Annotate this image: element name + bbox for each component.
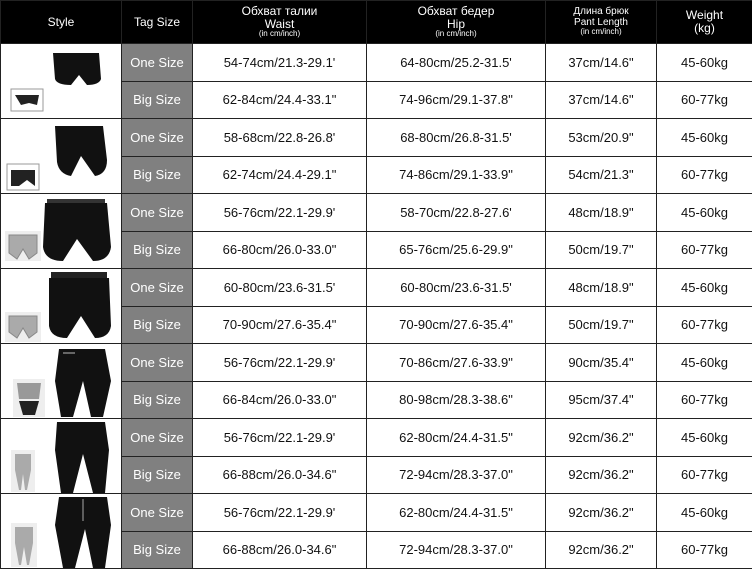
waist-cell: 62-84cm/24.4-33.1" [193,81,367,119]
header-waist-ru: Обхват талии [193,5,366,18]
weight-cell: 45-60kg [657,119,752,157]
weight-cell: 60-77kg [657,456,752,494]
pant-length-cell: 92cm/36.2" [546,456,657,494]
header-pant-length [546,1,657,44]
pant-length-cell: 92cm/36.2" [546,419,657,457]
table-row [1,344,752,382]
hip-cell: 60-80cm/23.6-31.5' [367,269,546,307]
weight-cell: 60-77kg [657,381,752,419]
table-row [1,269,752,307]
table-row [1,119,752,157]
table-row [1,494,752,532]
header-hip-ru: Обхват бедер [367,5,545,18]
hip-cell: 72-94cm/28.3-37.0" [367,531,546,569]
hip-cell: 62-80cm/24.4-31.5" [367,494,546,532]
hip-cell: 70-86cm/27.6-33.9" [367,344,546,382]
table-row [1,44,752,82]
mid-shorts-icon [1,120,121,193]
waist-cell: 66-80cm/26.0-33.0" [193,231,367,269]
header-hip-unit: (in cm/inch) [367,30,545,38]
tag-size-cell: Big Size [122,306,193,344]
zip-leggings-icon [1,495,121,568]
waist-cell: 66-84cm/26.0-33.0" [193,381,367,419]
header-length-en: Pant Length [546,18,656,29]
header-length-ru: Длина брюк [546,7,656,18]
knee-shorts-icon [1,195,121,268]
pant-length-cell: 92cm/36.2" [546,531,657,569]
tag-size-cell: Big Size [122,156,193,194]
pant-length-cell: 50cm/19.7" [546,306,657,344]
tag-size-cell: Big Size [122,381,193,419]
tag-size-cell: One Size [122,194,193,232]
weight-cell: 60-77kg [657,156,752,194]
weight-cell: 60-77kg [657,531,752,569]
hip-cell: 62-80cm/24.4-31.5" [367,419,546,457]
style-image-cell [1,194,122,269]
header-row [1,1,752,44]
table-row [1,194,752,232]
weight-cell: 45-60kg [657,194,752,232]
tag-size-cell: One Size [122,344,193,382]
hip-cell: 74-96cm/29.1-37.8" [367,81,546,119]
header-hip [367,1,546,44]
hip-cell: 58-70cm/22.8-27.6' [367,194,546,232]
capri-leggings-icon [1,345,121,418]
pant-length-cell: 50cm/19.7" [546,231,657,269]
header-waist-unit: (in cm/inch) [193,30,366,38]
style-image-cell [1,419,122,494]
long-leggings-icon [1,420,121,493]
weight-cell: 60-77kg [657,81,752,119]
tag-size-cell: One Size [122,44,193,82]
pant-length-cell: 54cm/21.3" [546,156,657,194]
high-waist-shorts-icon [1,270,121,343]
weight-cell: 45-60kg [657,419,752,457]
waist-cell: 56-76cm/22.1-29.9' [193,194,367,232]
style-image-cell [1,44,122,119]
pant-length-cell: 90cm/35.4" [546,344,657,382]
pant-length-cell: 95cm/37.4" [546,381,657,419]
waist-cell: 56-76cm/22.1-29.9' [193,494,367,532]
header-weight-label: Weight [657,9,752,22]
waist-cell: 56-76cm/22.1-29.9' [193,419,367,457]
waist-cell: 58-68cm/22.8-26.8' [193,119,367,157]
header-waist-en: Waist [193,18,366,31]
hip-cell: 68-80cm/26.8-31.5' [367,119,546,157]
tag-size-cell: One Size [122,119,193,157]
tag-size-cell: Big Size [122,231,193,269]
header-weight-unit: (kg) [657,22,752,35]
hip-cell: 65-76cm/25.6-29.9" [367,231,546,269]
hip-cell: 70-90cm/27.6-35.4" [367,306,546,344]
style-image-cell [1,344,122,419]
style-image-cell [1,494,122,569]
weight-cell: 60-77kg [657,306,752,344]
waist-cell: 66-88cm/26.0-34.6" [193,531,367,569]
pant-length-cell: 37cm/14.6" [546,44,657,82]
pant-length-cell: 48cm/18.9" [546,194,657,232]
hip-cell: 74-86cm/29.1-33.9" [367,156,546,194]
waist-cell: 56-76cm/22.1-29.9' [193,344,367,382]
header-weight [657,1,752,44]
tag-size-cell: One Size [122,494,193,532]
tag-size-cell: Big Size [122,531,193,569]
pant-length-cell: 48cm/18.9" [546,269,657,307]
hip-cell: 64-80cm/25.2-31.5' [367,44,546,82]
table-body [1,44,752,569]
waist-cell: 62-74cm/24.4-29.1" [193,156,367,194]
pant-length-cell: 37cm/14.6" [546,81,657,119]
tag-size-cell: Big Size [122,456,193,494]
waist-cell: 54-74cm/21.3-29.1' [193,44,367,82]
waist-cell: 66-88cm/26.0-34.6" [193,456,367,494]
header-hip-en: Hip [367,18,545,31]
tag-size-cell: One Size [122,269,193,307]
hip-cell: 80-98cm/28.3-38.6" [367,381,546,419]
weight-cell: 45-60kg [657,269,752,307]
tag-size-cell: Big Size [122,81,193,119]
hip-cell: 72-94cm/28.3-37.0" [367,456,546,494]
pant-length-cell: 92cm/36.2" [546,494,657,532]
header-style: Style [1,1,122,44]
header-length-unit: (in cm/inch) [546,28,656,36]
header-tag-size: Tag Size [122,1,193,44]
weight-cell: 60-77kg [657,231,752,269]
waist-cell: 60-80cm/23.6-31.5' [193,269,367,307]
weight-cell: 45-60kg [657,344,752,382]
tag-size-cell: One Size [122,419,193,457]
table-row [1,419,752,457]
waist-cell: 70-90cm/27.6-35.4" [193,306,367,344]
weight-cell: 45-60kg [657,494,752,532]
pant-length-cell: 53cm/20.9" [546,119,657,157]
short-shorts-icon [1,45,121,118]
weight-cell: 45-60kg [657,44,752,82]
style-image-cell [1,269,122,344]
header-waist [193,1,367,44]
style-image-cell [1,119,122,194]
